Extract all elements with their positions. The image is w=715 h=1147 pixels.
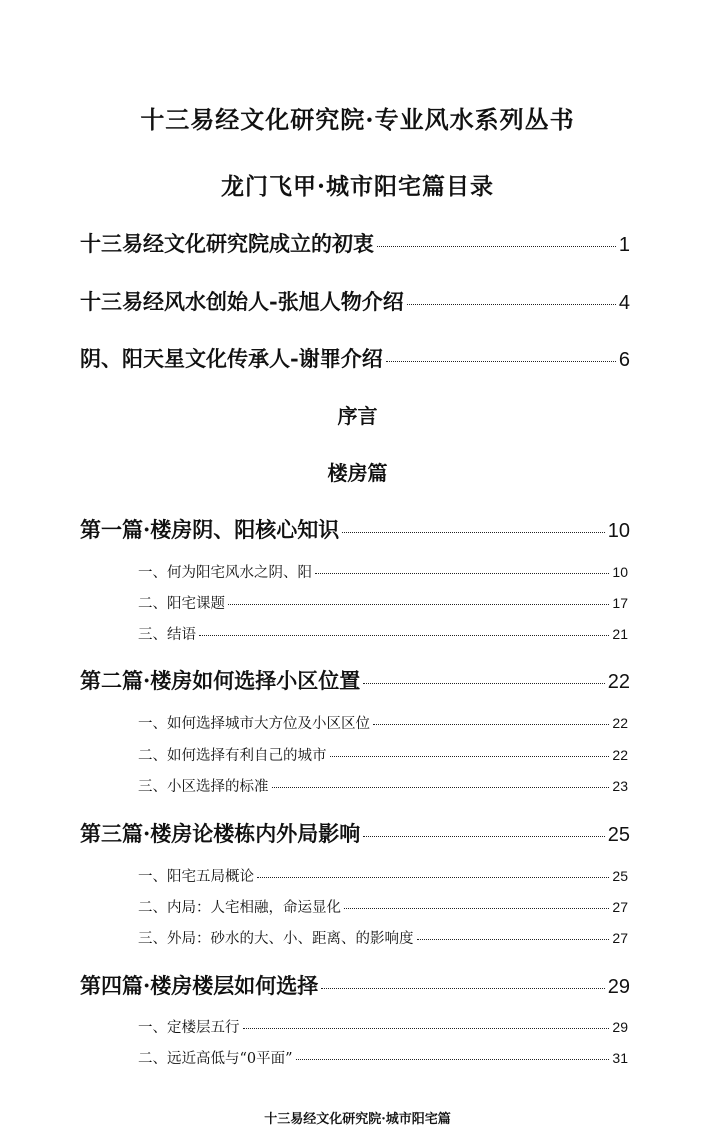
chapter-entry[interactable] xyxy=(80,665,630,695)
preface-heading: 序言 xyxy=(337,404,378,428)
dot-leader xyxy=(407,304,616,305)
section-entry[interactable] xyxy=(138,623,628,644)
dot-leader xyxy=(373,724,609,725)
section-page-number: 29 xyxy=(612,1019,628,1035)
dot-leader xyxy=(330,756,610,757)
section-entry[interactable] xyxy=(138,561,628,582)
chapter-page-number: 10 xyxy=(607,520,630,542)
dot-leader xyxy=(228,604,609,605)
section-entry[interactable] xyxy=(138,775,628,796)
toc-page-number: 1 xyxy=(618,234,630,256)
section-label: 二、远近高低与“0平面” xyxy=(138,1051,293,1067)
part-heading: 楼房篇 xyxy=(327,461,388,485)
toc-entry[interactable] xyxy=(80,286,630,316)
section-label: 二、如何选择有利自己的城市 xyxy=(138,748,327,764)
book-title: 龙门飞甲·城市阳宅篇目录 xyxy=(220,173,494,200)
dot-leader xyxy=(321,988,604,989)
dot-leader xyxy=(272,787,610,788)
section-label: 一、定楼层五行 xyxy=(138,1020,240,1036)
dot-leader xyxy=(344,908,609,909)
chapter-entry[interactable] xyxy=(80,514,630,544)
section-label: 三、结语 xyxy=(138,627,196,643)
section-label: 二、内局：人宅相融，命运显化 xyxy=(138,900,341,916)
section-entry[interactable] xyxy=(138,865,628,886)
section-page-number: 10 xyxy=(612,564,628,580)
toc-entry[interactable] xyxy=(80,228,630,258)
toc-entry-label: 阴、阳天星文化传承人-谢罪介绍 xyxy=(80,346,383,371)
toc-page-number: 6 xyxy=(618,349,630,371)
dot-leader xyxy=(386,361,616,362)
section-label: 一、如何选择城市大方位及小区区位 xyxy=(138,716,370,732)
page-footer: 十三易经文化研究院·城市阳宅篇 xyxy=(264,1112,451,1127)
section-page-number: 23 xyxy=(612,778,628,794)
chapter-label: 第三篇·楼房论楼栋内外局影响 xyxy=(80,821,361,846)
dot-leader xyxy=(296,1059,610,1060)
section-label: 三、外局：砂水的大、小、距离、的影响度 xyxy=(138,931,414,947)
dot-leader xyxy=(315,573,609,574)
section-page-number: 22 xyxy=(612,715,628,731)
section-label: 三、小区选择的标准 xyxy=(138,779,269,795)
section-page-number: 31 xyxy=(612,1050,628,1066)
toc-entry-label: 十三易经风水创始人-张旭人物介绍 xyxy=(80,289,404,314)
section-page-number: 22 xyxy=(612,747,628,763)
toc-page-number: 4 xyxy=(618,292,630,314)
dot-leader xyxy=(417,939,610,940)
section-entry[interactable] xyxy=(138,1016,628,1037)
chapter-entry[interactable] xyxy=(80,818,630,848)
dot-leader xyxy=(363,683,604,684)
dot-leader xyxy=(243,1028,610,1029)
toc-entry-label: 十三易经文化研究院成立的初衷 xyxy=(80,231,374,256)
section-entry[interactable] xyxy=(138,744,628,765)
section-entry[interactable] xyxy=(138,712,628,733)
section-entry[interactable] xyxy=(138,896,628,917)
section-entry[interactable] xyxy=(138,592,628,613)
toc-entry[interactable] xyxy=(80,343,630,373)
section-page-number: 25 xyxy=(612,868,628,884)
dot-leader xyxy=(342,532,604,533)
section-entry[interactable] xyxy=(138,927,628,948)
dot-leader xyxy=(199,635,609,636)
section-label: 二、阳宅课题 xyxy=(138,596,225,612)
section-page-number: 17 xyxy=(612,595,628,611)
section-entry[interactable] xyxy=(138,1047,628,1068)
chapter-page-number: 22 xyxy=(607,671,630,693)
dot-leader xyxy=(377,246,616,247)
chapter-page-number: 25 xyxy=(607,824,630,846)
chapter-label: 第四篇·楼房楼层如何选择 xyxy=(80,973,319,998)
section-label: 一、何为阳宅风水之阴、阳 xyxy=(138,565,312,581)
section-page-number: 27 xyxy=(612,899,628,915)
section-page-number: 21 xyxy=(612,626,628,642)
series-title: 十三易经文化研究院·专业风水系列丛书 xyxy=(140,105,575,134)
section-label: 一、阳宅五局概论 xyxy=(138,869,254,885)
chapter-label: 第二篇·楼房如何选择小区位置 xyxy=(80,668,361,693)
chapter-entry[interactable] xyxy=(80,970,630,1000)
chapter-label: 第一篇·楼房阴、阳核心知识 xyxy=(80,517,340,542)
chapter-page-number: 29 xyxy=(607,976,630,998)
dot-leader xyxy=(257,877,609,878)
section-page-number: 27 xyxy=(612,930,628,946)
dot-leader xyxy=(363,836,604,837)
